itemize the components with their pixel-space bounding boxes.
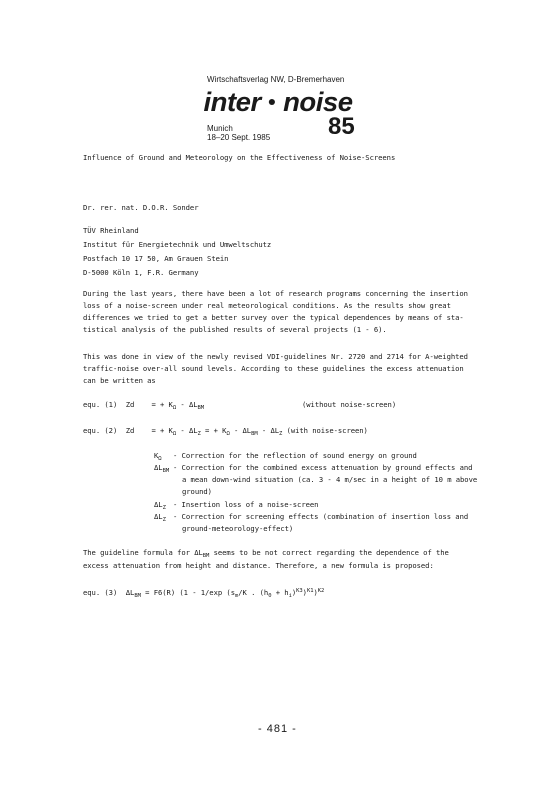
definition-continuation: a mean down-wind situation (ca. 3 - 4 m/sec in a height of 10 m above: [182, 475, 478, 484]
equation-lhs: Zd: [125, 400, 135, 409]
equation-subscript: Z: [197, 431, 201, 437]
logo-word-noise: noise: [283, 87, 353, 117]
definition-symbol: [154, 463, 173, 476]
definition-subscript: Z: [162, 517, 166, 523]
equation-label: equ. (1): [83, 400, 118, 409]
definition-text: - Correction for screening effects (combination of insertion loss and: [173, 512, 469, 521]
equation-subscript: BM: [134, 593, 141, 599]
conference-place-date: [207, 124, 270, 142]
paragraph-line: tistical analysis of the published results of several projects (1 - 6).: [83, 325, 387, 334]
definition-symbol: [154, 512, 173, 525]
paragraph-line: This was done in view of the newly revised VDI-guidelines Nr. 2720 and 2714 for A-weighted: [83, 352, 468, 361]
equation-lhs: Zd: [125, 426, 135, 435]
inline-subscript: BM: [202, 553, 210, 559]
equation-subscript: Z: [279, 431, 283, 437]
affiliation-line: TÜV Rheinland: [83, 226, 139, 235]
equation-term: /K . (h: [238, 588, 269, 597]
equation-superscript: K3: [296, 588, 303, 594]
equation-term: = + K: [151, 400, 173, 409]
equation-1-note: (without noise-screen): [302, 400, 397, 409]
paragraph-line: During the last years, there have been a lot of research programs concerning the insertion: [83, 289, 468, 298]
paragraph-text: The guideline formula for: [83, 548, 195, 557]
equation-subscript: m: [234, 593, 239, 599]
definition-symbol-text: ΔL: [154, 512, 163, 521]
affiliation-line: Postfach 10 17 50, Am Grauen Stein: [83, 254, 229, 263]
equation-term: ): [291, 588, 297, 597]
definition-continuation: ground-meteorology-effect): [182, 524, 294, 533]
logo-dot-icon: [269, 99, 275, 105]
equation-superscript: K2: [317, 588, 325, 594]
equation-3: [83, 586, 324, 601]
definition-text: - Insertion loss of a noise-screen: [173, 500, 319, 509]
equation-label: equ. (2): [83, 426, 118, 435]
definition-continuation: ground): [182, 487, 212, 496]
definition-text: - Correction for the reflection of sound energy on ground: [173, 451, 417, 460]
equation-term: = F6(R) (1 - 1/exp (s: [140, 588, 235, 597]
definition-subscript: Z: [162, 505, 166, 511]
conference-city: Munich: [207, 124, 233, 133]
equation-2-note: (with noise-screen): [286, 426, 368, 435]
page-number: - 481 -: [258, 723, 297, 735]
equation-subscript: BM: [197, 405, 205, 411]
equation-2: [83, 426, 368, 439]
equation-term: = + K: [151, 426, 173, 435]
equation-term: - ΔL: [229, 426, 252, 435]
definition-text: - Correction for the combined excess attenuation by ground effects and: [173, 463, 473, 472]
paragraph-line: [83, 548, 449, 561]
paragraph-line: differences we tried to get a better survey over the typical dependences by means of sta-: [83, 313, 464, 322]
equation-superscript: K1: [306, 588, 314, 594]
equation-1: [83, 400, 204, 413]
equation-term: - ΔL: [176, 400, 198, 409]
definition-subscript: BM: [162, 468, 170, 474]
affiliation-line: D-5000 Köln 1, F.R. Germany: [83, 268, 199, 277]
equation-subscript: Ω: [172, 405, 177, 411]
equation-term: ): [302, 588, 307, 597]
equation-subscript: BM: [251, 431, 258, 437]
definition-subscript: Ω: [158, 456, 162, 462]
definition-symbol-text: ΔL: [154, 463, 163, 472]
conference-dates: 18–20 Sept. 1985: [207, 133, 271, 142]
equation-subscript: i: [288, 593, 292, 599]
equation-term: ): [313, 588, 318, 597]
paper-author: Dr. rer. nat. D.O.R. Sonder: [83, 203, 199, 212]
publisher-line: Wirtschaftsverlag NW, D-Bremerhaven: [207, 75, 345, 84]
equation-term: - ΔL: [257, 426, 280, 435]
paragraph-line: excess attenuation from height and distance. Therefore, a new formula is proposed:: [83, 561, 434, 570]
equation-term: - ΔL: [176, 426, 198, 435]
equation-lhs: ΔL: [125, 588, 135, 597]
equation-subscript: Ω: [226, 431, 230, 437]
definition-symbol-text: ΔL: [154, 500, 163, 509]
paragraph-line: loss of a noise-screen under real meteorological conditions. As the results show great: [83, 301, 451, 310]
equation-subscript: 0: [268, 593, 272, 599]
affiliation-line: Institut für Energietechnik und Umweltschutz: [83, 240, 272, 249]
definition-symbol-text: K: [154, 451, 159, 460]
paragraph-line: can be written as: [83, 376, 156, 385]
paper-title: Influence of Ground and Meteorology on the Effectiveness of Noise-Screens: [83, 153, 396, 162]
logo-word-inter: inter: [203, 87, 261, 117]
equation-term: = + K: [200, 426, 227, 435]
equation-label: equ. (3): [83, 588, 118, 597]
paragraph-line: traffic-noise over-all sound levels. According to these guidelines the excess attenuation: [83, 364, 464, 373]
conference-year: 85: [328, 113, 355, 140]
equation-term: + h: [271, 588, 289, 597]
paragraph-text: seems to be not correct regarding the dependence of the: [209, 548, 449, 557]
inline-symbol: ΔL: [194, 548, 203, 557]
equation-subscript: Ω: [172, 431, 177, 437]
